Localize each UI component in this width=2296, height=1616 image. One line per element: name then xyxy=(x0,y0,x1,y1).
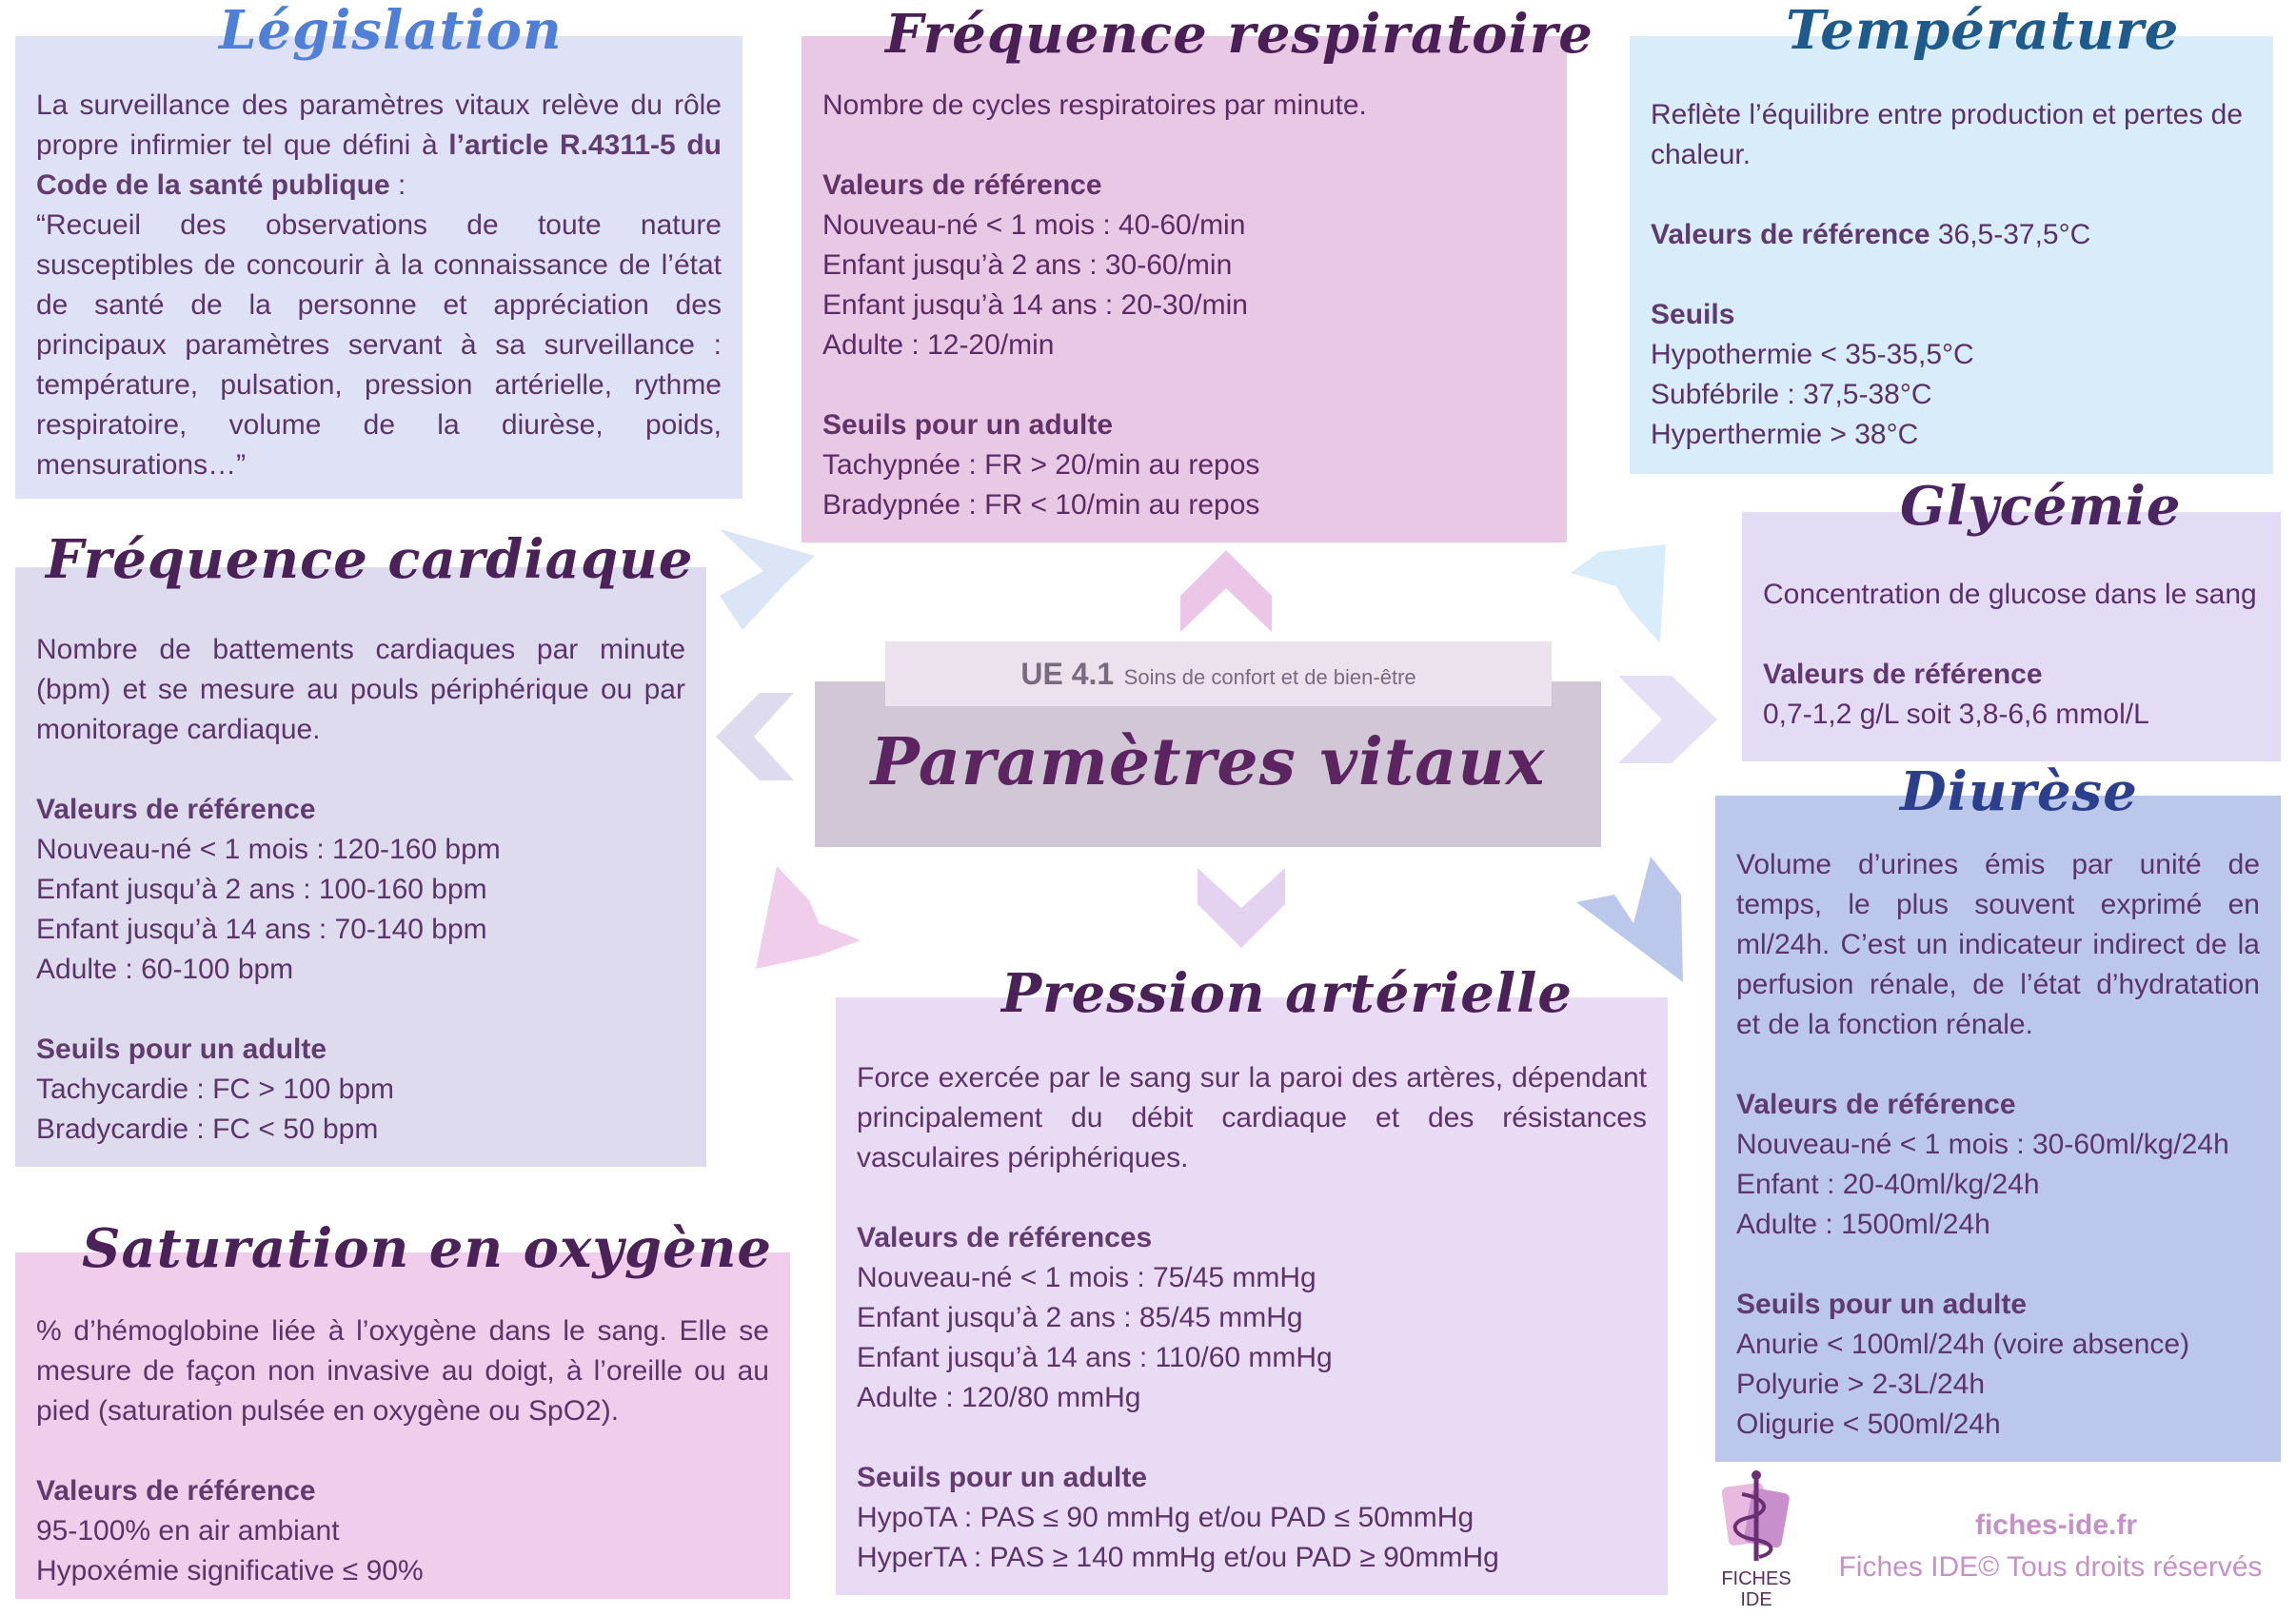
respiratory-rate-card xyxy=(802,36,1567,542)
glycemia-title: Glycémie xyxy=(1900,475,2182,538)
fc-ref-item: Enfant jusqu’à 14 ans : 70-140 bpm xyxy=(36,914,487,945)
logo-text: FICHES IDE xyxy=(1721,1568,1791,1610)
fr-seuil-item: Tachypnée : FR > 20/min au repos xyxy=(822,449,1260,481)
pa-ref-item: Adulte : 120/80 mmHg xyxy=(857,1382,1141,1413)
gly-ref-heading: Valeurs de référence xyxy=(1763,659,2043,690)
ue-label: Soins de confort et de bien-être xyxy=(1123,665,1416,689)
fr-seuil-item: Bradypnée : FR < 10/min au repos xyxy=(822,489,1260,521)
temp-seuil-item: Subfébrile : 37,5-38°C xyxy=(1651,379,1932,410)
fr-ref-item: Enfant jusqu’à 2 ans : 30-60/min xyxy=(822,249,1233,281)
heart-rate-card xyxy=(15,567,706,1167)
oxygen-saturation-title: Saturation en oxygène xyxy=(82,1217,773,1280)
pa-ref-item: Nouveau-né < 1 mois : 75/45 mmHg xyxy=(857,1262,1316,1293)
diu-ref-heading: Valeurs de référence xyxy=(1736,1089,2016,1120)
pa-ref-item: Enfant jusqu’à 14 ans : 110/60 mmHg xyxy=(857,1342,1333,1373)
fr-ref-item: Adulte : 12-20/min xyxy=(822,329,1055,361)
fc-ref-item: Nouveau-né < 1 mois : 120-160 bpm xyxy=(36,834,501,865)
pa-seuil-item: HyperTA : PAS ≥ 140 mmHg et/ou PAD ≥ 90mmHg xyxy=(857,1542,1499,1573)
temp-seuil-item: Hypothermie < 35-35,5°C xyxy=(1651,339,1974,370)
sat-ref-item: Hypoxémie significative ≤ 90% xyxy=(36,1555,424,1586)
arrow-down-icon xyxy=(1197,868,1285,948)
sat-ref-heading: Valeurs de référence xyxy=(36,1475,316,1507)
ue-banner xyxy=(885,641,1552,706)
copyright-text: Fiches IDE© Tous droits réservés xyxy=(1838,1551,2263,1583)
fr-seuils-heading: Seuils pour un adulte xyxy=(822,409,1114,441)
arrow-left-icon xyxy=(716,693,794,780)
diu-seuils-heading: Seuils pour un adulte xyxy=(1736,1289,2028,1320)
blood-pressure-title: Pression artérielle xyxy=(1001,962,1573,1025)
sat-definition: % d’hémoglobine liée à l’oxygène dans le sang. Elle se mesure de façon non invasive au doigt, à l’oreille ou au pied (saturation pulsée en oxygène ou SpO2). xyxy=(36,1315,769,1427)
fr-ref-item: Enfant jusqu’à 14 ans : 20-30/min xyxy=(822,289,1248,321)
temperature-card xyxy=(1630,36,2273,474)
pa-ref-heading: Valeurs de références xyxy=(857,1222,1153,1253)
diuresis-card xyxy=(1715,796,2281,1462)
gly-ref-value: 0,7-1,2 g/L soit 3,8-6,6 mmol/L xyxy=(1763,699,2149,730)
pa-ref-item: Enfant jusqu’à 2 ans : 85/45 mmHg xyxy=(857,1302,1303,1333)
legislation-card xyxy=(15,36,742,499)
fr-definition: Nombre de cycles respiratoires par minute. xyxy=(822,89,1367,121)
temp-definition: Reflète l’équilibre entre production et pertes de chaleur. xyxy=(1651,99,2244,170)
fc-seuils-heading: Seuils pour un adulte xyxy=(36,1034,327,1065)
diu-seuil-item: Anurie < 100ml/24h (voire absence) xyxy=(1736,1329,2190,1360)
respiratory-rate-title: Fréquence respiratoire xyxy=(885,3,1593,66)
heart-rate-title: Fréquence cardiaque xyxy=(46,528,694,591)
temp-ref: Valeurs de référence 36,5-37,5°C xyxy=(1651,219,2091,250)
fc-seuil-item: Bradycardie : FC < 50 bpm xyxy=(36,1113,379,1145)
fc-seuil-item: Tachycardie : FC > 100 bpm xyxy=(36,1074,395,1105)
blood-pressure-card xyxy=(836,997,1668,1595)
main-title: Paramètres vitaux xyxy=(870,724,1546,800)
glycemia-card xyxy=(1742,512,2281,761)
temp-seuil-item: Hyperthermie > 38°C xyxy=(1651,419,1919,450)
arrow-up-icon xyxy=(1180,550,1272,632)
fr-ref-heading: Valeurs de référence xyxy=(822,169,1102,201)
site-link[interactable]: fiches-ide.fr xyxy=(1974,1509,2138,1541)
diu-ref-item: Enfant : 20-40ml/kg/24h xyxy=(1736,1169,2040,1200)
gly-definition: Concentration de glucose dans le sang xyxy=(1763,579,2257,610)
temp-seuils-heading: Seuils xyxy=(1651,299,1735,330)
arrow-down-right-icon xyxy=(1576,857,1683,982)
diu-seuil-item: Polyurie > 2-3L/24h xyxy=(1736,1369,1986,1400)
legislation-article: l’article R.4311-5 du Code de la santé publique xyxy=(36,129,722,201)
fc-ref-item: Adulte : 60-100 bpm xyxy=(36,954,294,985)
diu-ref-item: Nouveau-né < 1 mois : 30-60ml/kg/24h xyxy=(1736,1129,2229,1160)
diuresis-title: Diurèse xyxy=(1900,760,2138,823)
fc-ref-item: Enfant jusqu’à 2 ans : 100-160 bpm xyxy=(36,874,487,905)
fc-definition: Nombre de battements cardiaques par minute (bpm) et se mesure au pouls périphérique ou par monitorage cardiaque. xyxy=(36,634,685,745)
arrow-up-left-icon xyxy=(720,529,815,630)
temperature-title: Température xyxy=(1786,0,2180,62)
pa-seuils-heading: Seuils pour un adulte xyxy=(857,1462,1148,1493)
arrow-right-icon xyxy=(1618,676,1717,763)
oxygen-saturation-card xyxy=(15,1252,790,1599)
fr-ref-item: Nouveau-né < 1 mois : 40-60/min xyxy=(822,209,1246,241)
legislation-title: Législation xyxy=(219,0,563,62)
fc-ref-heading: Valeurs de référence xyxy=(36,794,316,825)
diu-ref-item: Adulte : 1500ml/24h xyxy=(1736,1209,1990,1240)
arrow-up-right-icon xyxy=(1571,544,1666,643)
legislation-quote: “Recueil des observations de toute nature susceptibles de concourir à la connaissance de l’état de santé de la personne et appréciation des principaux paramètres servant à sa surveillance : température, pulsation, pression artérielle, rythme respiratoire, volume de la diurèse, poids, mensurations…” xyxy=(36,209,722,481)
diu-definition: Volume d’urines émis par unité de temps, le plus souvent exprimé en ml/24h. C’est un indicateur indirect de la perfusion rénale, de l’état d’hydratation et de la fonction rénale. xyxy=(1736,849,2260,1040)
pa-definition: Force exercée par le sang sur la paroi des artères, dépendant principalement du débit cardiaque et des résistances vasculaires périphériques. xyxy=(857,1062,1647,1173)
sat-ref-item: 95-100% en air ambiant xyxy=(36,1515,340,1547)
diu-seuil-item: Oligurie < 500ml/24h xyxy=(1736,1409,2001,1440)
ue-code: UE 4.1 xyxy=(1020,657,1115,691)
legislation-text: La surveillance des paramètres vitaux relève du rôle propre infirmier tel que défini à l’article R.4311-5 du Code de la santé publique : xyxy=(36,89,722,201)
arrow-down-left-icon xyxy=(756,866,861,969)
pa-seuil-item: HypoTA : PAS ≤ 90 mmHg et/ou PAD ≤ 50mmHg xyxy=(857,1502,1475,1533)
